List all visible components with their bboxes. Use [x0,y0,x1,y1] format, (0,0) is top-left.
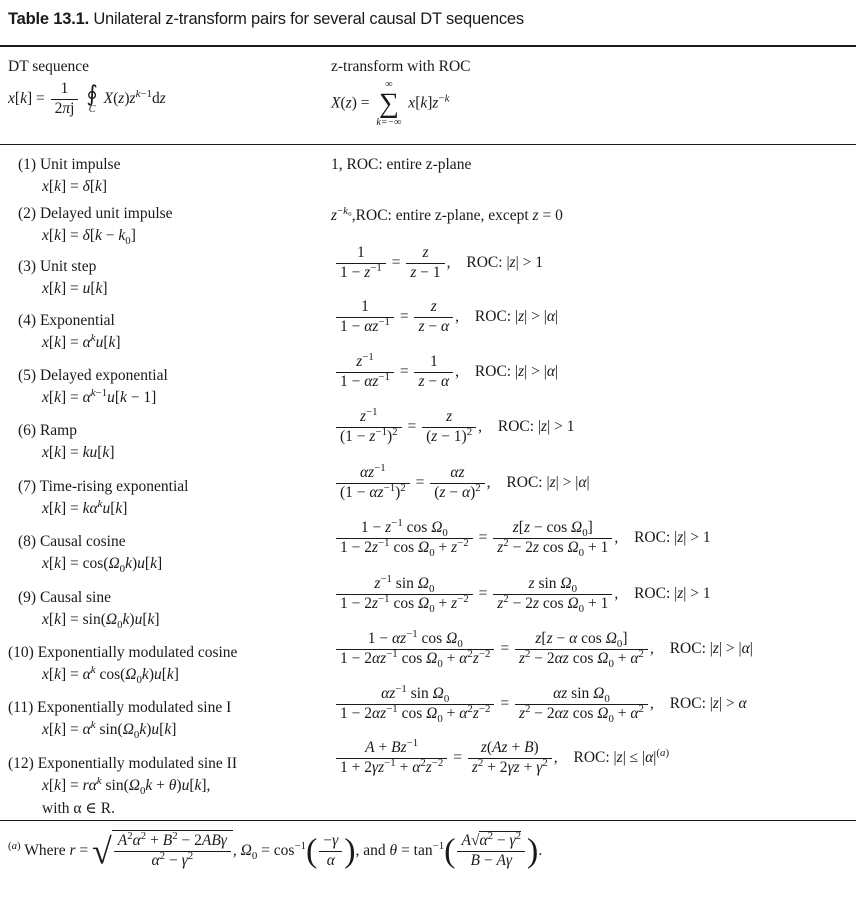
row-transform: $\frac{\alpha z^{-1}}{(1 - \alpha z^{-1})^2}$ = $\frac{\alpha z}{(z - \alpha)^2}$ , ROC: |z| > |α| [334,464,590,503]
header-rule [0,144,856,145]
row-name: (6) Ramp [18,422,77,439]
row-transform: $\frac{1 - z^{-1} \cos \Omega_0}{1 - 2z^{-1} \cos \Omega_0 + z^{-2}}$ = $\frac{z[z - \cos \Omega_0]}{z^2 - 2z \cos \Omega_0 + 1}$ , ROC: |z| > 1 [334,519,711,558]
row-sequence: $x[k] = \alpha^k$ $\cos(\Omega_0k)u[k]$ [42,663,179,687]
table-caption [8,10,524,29]
row-name: (8) Causal cosine [18,533,126,550]
row-name: (2) Delayed unit impulse [18,205,173,222]
row-transform: $\frac{A + Bz^{-1}}{1 + 2\gamma z^{-1} + \alpha^2z^{-2}}$ = $\frac{z(Az + B)}{z^2 + 2\gamma z + \gamma^2}$ , ROC: $|z| \le |\alpha|^{(a)}$ [334,739,669,778]
row-sequence: $x[k] = \delta[k - k_0]$ [42,227,136,248]
row-transform: $\frac{z^{-1}}{(1 - z^{-1})^2}$ = $\frac{z}{(z - 1)^2}$ , ROC: |z| > 1 [334,408,574,447]
footnote: $^{(a)}$ Where r = √ $\frac{A^2\alpha^2 + B^2 - 2AB\gamma}{\alpha^2 - \gamma^2}$ , $\Omega_0 = \cos^{-1}$( $\frac{-\gamma}{\alpha}$ ), and $\theta = \tan^{-1}$( $\frac{A√\alpha^2 - \gamma^2}{B - A\gamma}$ ). [8,829,543,872]
row-transform: 1, ROC: entire z-plane [331,156,472,173]
row-name: (12) Exponentially modulated sine II [8,755,237,772]
col2-header: z-transform with ROC [331,58,471,75]
row-name: (11) Exponentially modulated sine I [8,699,232,716]
inverse-z-formula: x[k] = $\frac{1}{2\pi j}$ ∮ C $X(z)z^{k-1}dz$ [8,80,166,117]
row-sequence: $x[k] = r\alpha^k$ $\sin(\Omega_0k + \theta)u[k]$, [42,774,211,798]
row-sequence: x[k] = δ[k] [42,178,108,195]
row-transform: $\frac{1 - \alpha z^{-1} \cos \Omega_0}{1 - 2\alpha z^{-1} \cos \Omega_0 + \alpha^2z^{-2}}$ = $\frac{z[z - \alpha \cos \Omega_0]}{z^2 - 2\alpha z \cos \Omega_0 + \alpha^2}$ , ROC: |z| > |α| [334,630,753,669]
row-sequence: $x[k] = \alpha^k$ $\sin(\Omega_0k)u[k]$ [42,718,177,742]
row-name: (9) Causal sine [18,589,111,606]
row-sequence: $x[k] = \sin(\Omega_0k)u[k]$ [42,611,160,632]
table-number: Table 13.1. [8,10,89,28]
row-name: (10) Exponentially modulated cosine [8,644,238,661]
footnote-rule [0,820,856,821]
row-sequence: x[k] = u[k] [42,280,108,297]
top-rule [0,45,856,47]
col1-header: DT sequence [8,58,90,75]
row-name: (4) Exponential [18,312,115,329]
row-transform: $\frac{1}{1 - \alpha z^{-1}}$ = $\frac{z}{z - \alpha}$ , ROC: |z| > |α| [334,298,558,337]
row-transform: $\frac{z^{-1} \sin \Omega_0}{1 - 2z^{-1} \cos \Omega_0 + z^{-2}}$ = $\frac{z \sin \Omega_0}{z^2 - 2z \cos \Omega_0 + 1}$ , ROC: |z| > 1 [334,575,711,614]
row-transform: $z^{-k_0},ROC$: entire z-plane, except z = 0 [331,204,563,224]
row-sequence: $x[k] = \cos(\Omega_0k)u[k]$ [42,555,163,576]
row-sequence: x[k] = ku[k] [42,444,115,461]
row-condition: with α ∈ R. [42,800,115,817]
row-name: (3) Unit step [18,258,97,275]
forward-z-formula: X(z) = ∞ ∑ k=−∞ $x[k]z^{-k}$ [331,79,450,128]
table-title: Unilateral z-transform pairs for several causal DT sequences [88,10,524,28]
row-transform: $\frac{\alpha z^{-1} \sin \Omega_0}{1 - 2\alpha z^{-1} \cos \Omega_0 + \alpha^2z^{-2}}$ = $\frac{\alpha z \sin \Omega_0}{z^2 - 2\alpha z \cos \Omega_0 + \alpha^2}$ , ROC: |z| > α [334,685,747,724]
row-name: (5) Delayed exponential [18,367,168,384]
row-sequence: $x[k] = k\alpha^ku[k]$ [42,497,128,517]
row-name: (7) Time-rising exponential [18,478,189,495]
row-sequence: $x[k] = \alpha^ku[k]$ [42,331,121,351]
row-transform: $\frac{1}{1 - z^{-1}}$ = $\frac{z}{z - 1}$ , ROC: |z| > 1 [334,244,543,283]
row-name: (1) Unit impulse [18,156,121,173]
row-transform: $\frac{z^{-1}}{1 - \alpha z^{-1}}$ = $\frac{1}{z - \alpha}$ , ROC: |z| > |α| [334,353,558,392]
row-sequence: $x[k] = \alpha^{k-1}u[k - 1]$ [42,386,157,406]
